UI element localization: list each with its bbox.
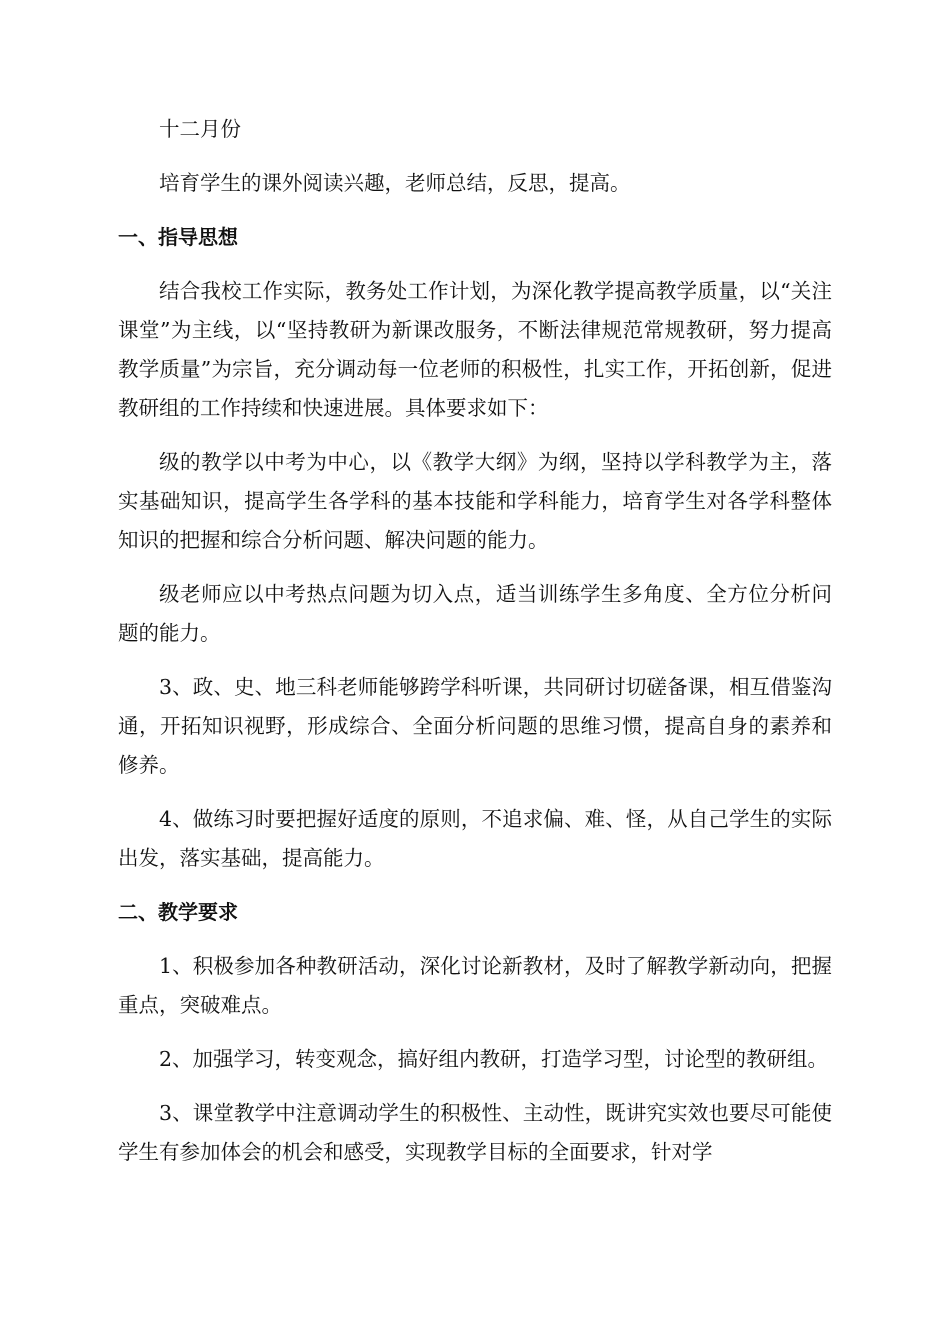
section-title-guiding-thought: 一、指导思想 bbox=[118, 225, 238, 249]
body-paragraph: 结合我校工作实际，教务处工作计划，为深化教学提高教学质量，以“关注课堂”为主线，以“坚持教研为新课改服务，不断法律规范常规教研，努力提高教学质量”为宗旨，充分调动每一位老师的积极性，扎实工作，开拓创新，促进教研组的工作持续和快速进展。具体要求如下： bbox=[118, 279, 832, 420]
document-body bbox=[118, 110, 832, 1187]
body-paragraph: 4、做练习时要把握好适度的原则，不追求偏、难、怪，从自己学生的实际出发，落实基础，提高能力。 bbox=[118, 807, 832, 870]
section-title-teaching-requirements: 二、教学要求 bbox=[118, 900, 238, 924]
intro-paragraph: 培育学生的课外阅读兴趣，老师总结，反思，提高。 bbox=[159, 171, 631, 195]
body-paragraph: 2、加强学习，转变观念，搞好组内教研，打造学习型，讨论型的教研组。 bbox=[159, 1047, 829, 1071]
body-paragraph: 级的教学以中考为中心，以《教学大纲》为纲，坚持以学科教学为主，落实基础知识，提高学生各学科的基本技能和学科能力，培育学生对各学科整体知识的把握和综合分析问题、解决问题的能力。 bbox=[118, 450, 832, 552]
body-paragraph: 1、积极参加各种教研活动，深化讨论新教材，及时了解教学新动向，把握重点，突破难点。 bbox=[118, 954, 832, 1017]
body-paragraph: 3、课堂教学中注意调动学生的积极性、主动性，既讲究实效也要尽可能使学生有参加体会的机会和感受，实现教学目标的全面要求，针对学 bbox=[118, 1101, 832, 1164]
body-paragraph: 3、政、史、地三科老师能够跨学科听课，共同研讨切磋备课，相互借鉴沟通，开拓知识视野，形成综合、全面分析问题的思维习惯，提高自身的素养和修养。 bbox=[118, 675, 832, 777]
month-heading: 十二月份 bbox=[159, 117, 241, 141]
body-paragraph: 级老师应以中考热点问题为切入点，适当训练学生多角度、全方位分析问题的能力。 bbox=[118, 582, 832, 645]
